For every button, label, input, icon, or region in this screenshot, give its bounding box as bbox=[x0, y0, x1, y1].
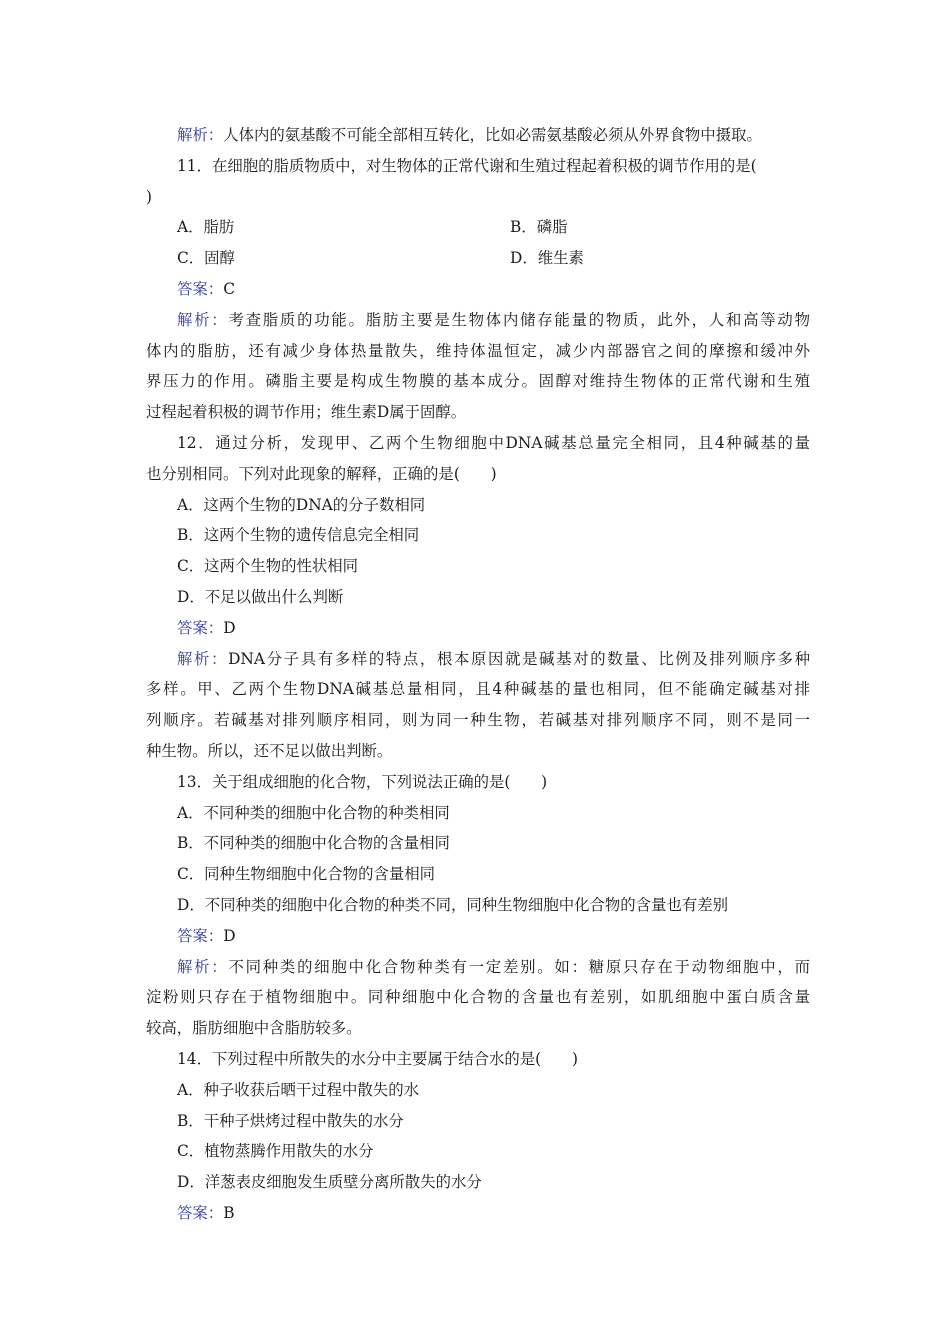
q11-stem-line-1: 11．在细胞的脂质物质中，对生物体的正常代谢和生殖过程起着积极的调节作用的是( bbox=[177, 156, 757, 175]
q13-analysis-line-3: 较高，脂肪细胞中含脂肪较多。 bbox=[146, 1019, 362, 1038]
q14-answer: 答案：B bbox=[177, 1203, 235, 1222]
q13-analysis-line-1: 解析：不同种类的细胞中化合物种类有一定差别。如：糖原只存在于动物细胞中，而 bbox=[177, 957, 810, 976]
q11-answer: 答案：C bbox=[177, 279, 235, 298]
answer-label: 答案： bbox=[177, 279, 224, 298]
q14-stem: 14．下列过程中所散失的水分中主要属于结合水的是( ) bbox=[177, 1049, 578, 1068]
q11-analysis-line-1: 解析：考查脂质的功能。脂肪主要是生物体内储存能量的物质，此外，人和高等动物 bbox=[177, 310, 810, 329]
q12-stem-line-2: 也分别相同。下列对此现象的解释，正确的是( ) bbox=[146, 464, 497, 483]
analysis-label: 解析： bbox=[177, 126, 224, 144]
analysis-label: 解析： bbox=[177, 649, 229, 668]
q13-answer: 答案：D bbox=[177, 926, 236, 945]
q12-option-d: D．不足以做出什么判断 bbox=[177, 587, 344, 606]
analysis-label: 解析： bbox=[177, 957, 229, 976]
q11-option-c: C．固醇 bbox=[177, 249, 235, 268]
answer-label: 答案： bbox=[177, 926, 224, 945]
q12-option-c: C．这两个生物的性状相同 bbox=[177, 557, 359, 576]
q12-analysis-line-4: 种生物。所以，还不足以做出判断。 bbox=[146, 741, 393, 760]
q12-analysis-line-3: 列顺序。若碱基对排列顺序相同，则为同一种生物，若碱基对排列顺序不同，则不是同一 bbox=[146, 711, 810, 730]
q11-option-d: D．维生素 bbox=[510, 249, 584, 268]
q11-options-row-2 bbox=[146, 243, 810, 274]
q11-option-b: B．磷脂 bbox=[510, 218, 568, 237]
q14-option-a: A．种子收获后晒干过程中散失的水 bbox=[177, 1080, 419, 1099]
q13-option-d: D．不同种类的细胞中化合物的种类不同，同种生物细胞中化合物的含量也有差别 bbox=[177, 895, 729, 914]
q11-option-a: A．脂肪 bbox=[177, 218, 235, 237]
q11-analysis-line-2: 体内的脂肪，还有减少身体热量散失，维持体温恒定，减少内部器官之间的摩擦和缓冲外 bbox=[146, 341, 810, 360]
answer-label: 答案： bbox=[177, 618, 224, 637]
analysis-label: 解析： bbox=[177, 310, 229, 329]
q14-option-d: D．洋葱表皮细胞发生质壁分离所散失的水分 bbox=[177, 1173, 482, 1192]
q11-analysis-line-3: 界压力的作用。磷脂主要是构成生物膜的基本成分。固醇对维持生物体的正常代谢和生殖 bbox=[146, 372, 810, 391]
page-content bbox=[146, 120, 810, 1229]
q11-stem-line-2: ) bbox=[146, 187, 153, 206]
q12-option-a: A．这两个生物的DNA的分子数相同 bbox=[177, 495, 426, 514]
q12-analysis-line-1: 解析：DNA分子具有多样的特点，根本原因就是碱基对的数量、比例及排列顺序多种 bbox=[177, 649, 810, 668]
q11-options-row-1 bbox=[146, 212, 810, 243]
q12-analysis-line-2: 多样。甲、乙两个生物DNA碱基总量相同，且4种碱基的量也相同，但不能确定碱基对排 bbox=[146, 680, 810, 699]
q12-answer: 答案：D bbox=[177, 618, 236, 637]
q12-stem-line-1: 12．通过分析，发现甲、乙两个生物细胞中DNA碱基总量完全相同，且4种碱基的量 bbox=[177, 433, 810, 452]
q13-option-c: C．同种生物细胞中化合物的含量相同 bbox=[177, 865, 436, 884]
q12-option-b: B．这两个生物的遗传信息完全相同 bbox=[177, 526, 420, 545]
q14-option-b: B．干种子烘烤过程中散失的水分 bbox=[177, 1111, 404, 1130]
q13-stem: 13．关于组成细胞的化合物，下列说法正确的是( ) bbox=[177, 772, 548, 791]
q14-option-c: C．植物蒸腾作用散失的水分 bbox=[177, 1142, 374, 1161]
q11-analysis-line-4: 过程起着积极的调节作用；维生素D属于固醇。 bbox=[146, 403, 467, 422]
q13-analysis-line-2: 淀粉则只存在于植物细胞中。同种细胞中化合物的含量也有差别，如肌细胞中蛋白质含量 bbox=[146, 988, 810, 1007]
q10-analysis: 解析：人体内的氨基酸不可能全部相互转化，比如必需氨基酸必须从外界食物中摄取。 bbox=[177, 126, 762, 144]
q13-option-b: B．不同种类的细胞中化合物的含量相同 bbox=[177, 834, 450, 853]
answer-label: 答案： bbox=[177, 1203, 224, 1222]
q13-option-a: A．不同种类的细胞中化合物的种类相同 bbox=[177, 803, 450, 822]
